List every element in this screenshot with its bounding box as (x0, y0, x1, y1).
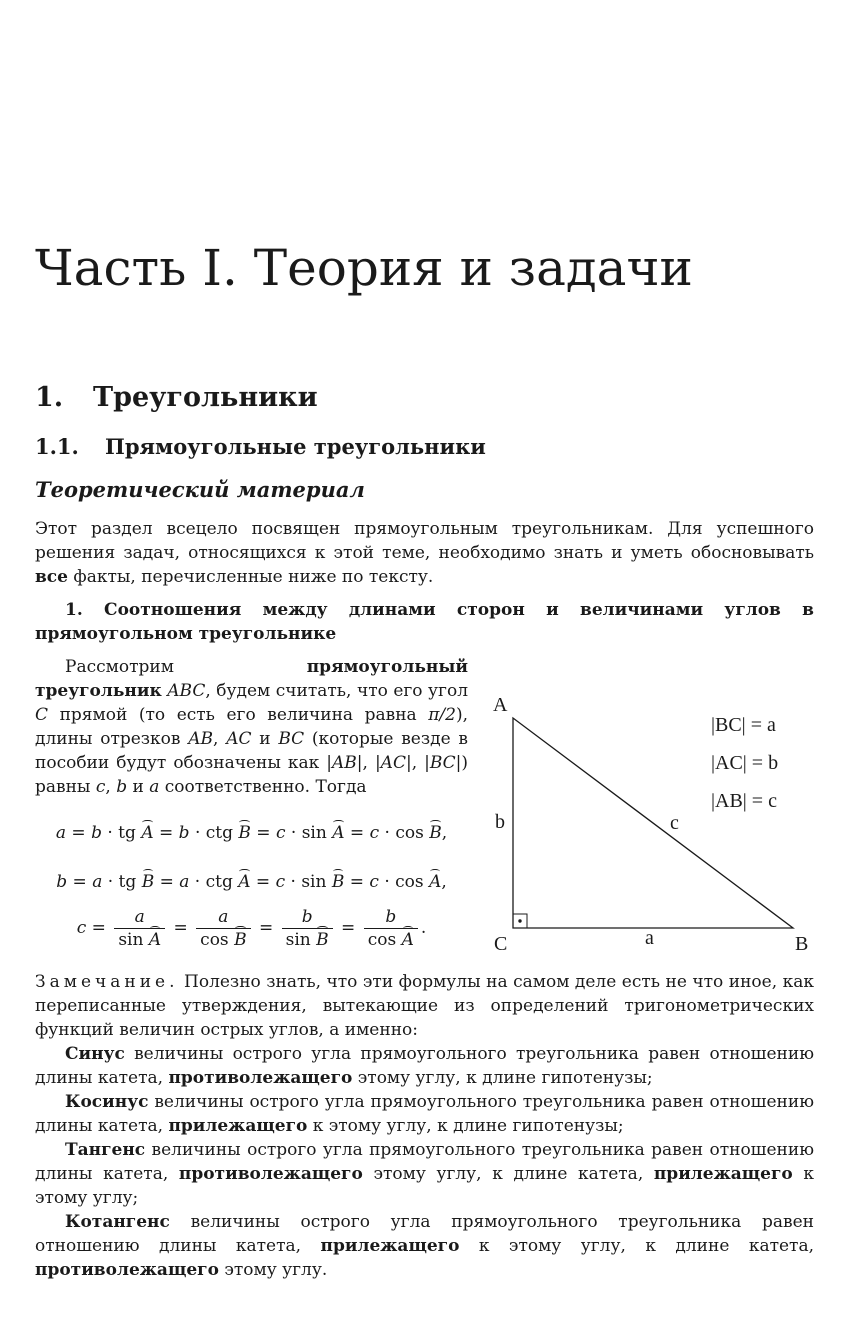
remark-paragraph: Замечание. Полезно знать, что эти формулы на самом деле есть не что иное, как переписанные утверждения, вытекающие из определений тригонометрических функций величин острых углов, а именно: (35, 972, 814, 1040)
right-triangle-figure (485, 688, 815, 968)
vertex-label-b: B (795, 933, 809, 955)
subsection-number: 1.1. (35, 434, 79, 459)
legend-ac: |AC| = b (711, 752, 779, 774)
formula-c: c = $\frac{a}{\text{sin A}}$ = $\frac{a}{\text{cos B}}$ = $\frac{b}{\text{sin B}}$ = $\frac{b}{\text{cos A}}$ . (76, 907, 427, 950)
right-angle-dot (518, 919, 521, 922)
item-heading: 1. Соотношения между длинами сторон и величинами углов в прямоугольном треугольнике (35, 600, 814, 644)
definition-cosine: Косинус величины острого угла прямоугольного треугольника равен отношению длины катета, прилежащего к этому углу, к длине гипотенузы; (35, 1092, 814, 1136)
section-title: Треугольники (93, 382, 318, 413)
vertex-label-c: C (494, 933, 508, 955)
formula-a: a = b · tg A = b · ctg B = c · sin A = c · cos B, (55, 823, 448, 843)
legend-ab: |AB| = c (711, 790, 777, 812)
part-title: Часть I. Теория и задачи (35, 239, 693, 297)
subsection-heading (35, 433, 486, 460)
theory-heading: Теоретический материал (35, 477, 365, 502)
intro-emphasis: все (35, 567, 68, 587)
triangle-outline (513, 718, 793, 928)
vertex-label-a: A (493, 694, 508, 716)
consider-paragraph: Рассмотрим прямоугольный треугольник ABC, будем считать, что его угол C прямой (то есть его величина равна π/2), длины отрезков AB, AC и BC (которые везде в пособии будут обозначены как |AB|, |AC|, |BC|) равны c, b и a соответственно. Тогда (35, 657, 469, 797)
fraction: $\frac{b}{\text{sin B}}$ (282, 906, 333, 951)
definition-cotangent: Котангенс величины острого угла прямоугольного треугольника равен отношению длины катета, прилежащего к этому углу, к длине катета, противолежащего этому углу. (35, 1212, 814, 1280)
intro-paragraph: Этот раздел всецело посвящен прямоугольным треугольникам. Для успешного решения задач, относящихся к этой теме, необходимо знать и уметь обосновывать все факты, перечисленные ниже по тексту. (35, 519, 814, 587)
side-label-b: b (495, 811, 505, 833)
definition-tangent: Тангенс величины острого угла прямоугольного треугольника равен отношению длины катета, противолежащего этому углу, к длине катета, прилежащего к этому углу; (35, 1140, 815, 1208)
fraction: $\frac{a}{\text{cos B}}$ (196, 906, 250, 951)
subsection-title: Прямоугольные треугольники (105, 434, 486, 459)
fraction: $\frac{a}{\text{sin A}}$ (114, 906, 165, 951)
remark-label: Замечание. (35, 972, 179, 992)
side-label-c: c (670, 812, 679, 834)
formula-b: b = a · tg B = a · ctg A = c · sin B = c · cos A, (56, 872, 447, 892)
legend-bc: |BC| = a (711, 714, 776, 736)
section-number: 1. (35, 382, 64, 413)
definition-sine: Синус величины острого угла прямоугольного треугольника равен отношению длины катета, противолежащего этому углу, к длине гипотенузы; (35, 1044, 814, 1088)
side-label-a: a (645, 927, 654, 949)
fraction: $\frac{b}{\text{cos A}}$ (364, 906, 418, 951)
section-heading (35, 380, 318, 415)
